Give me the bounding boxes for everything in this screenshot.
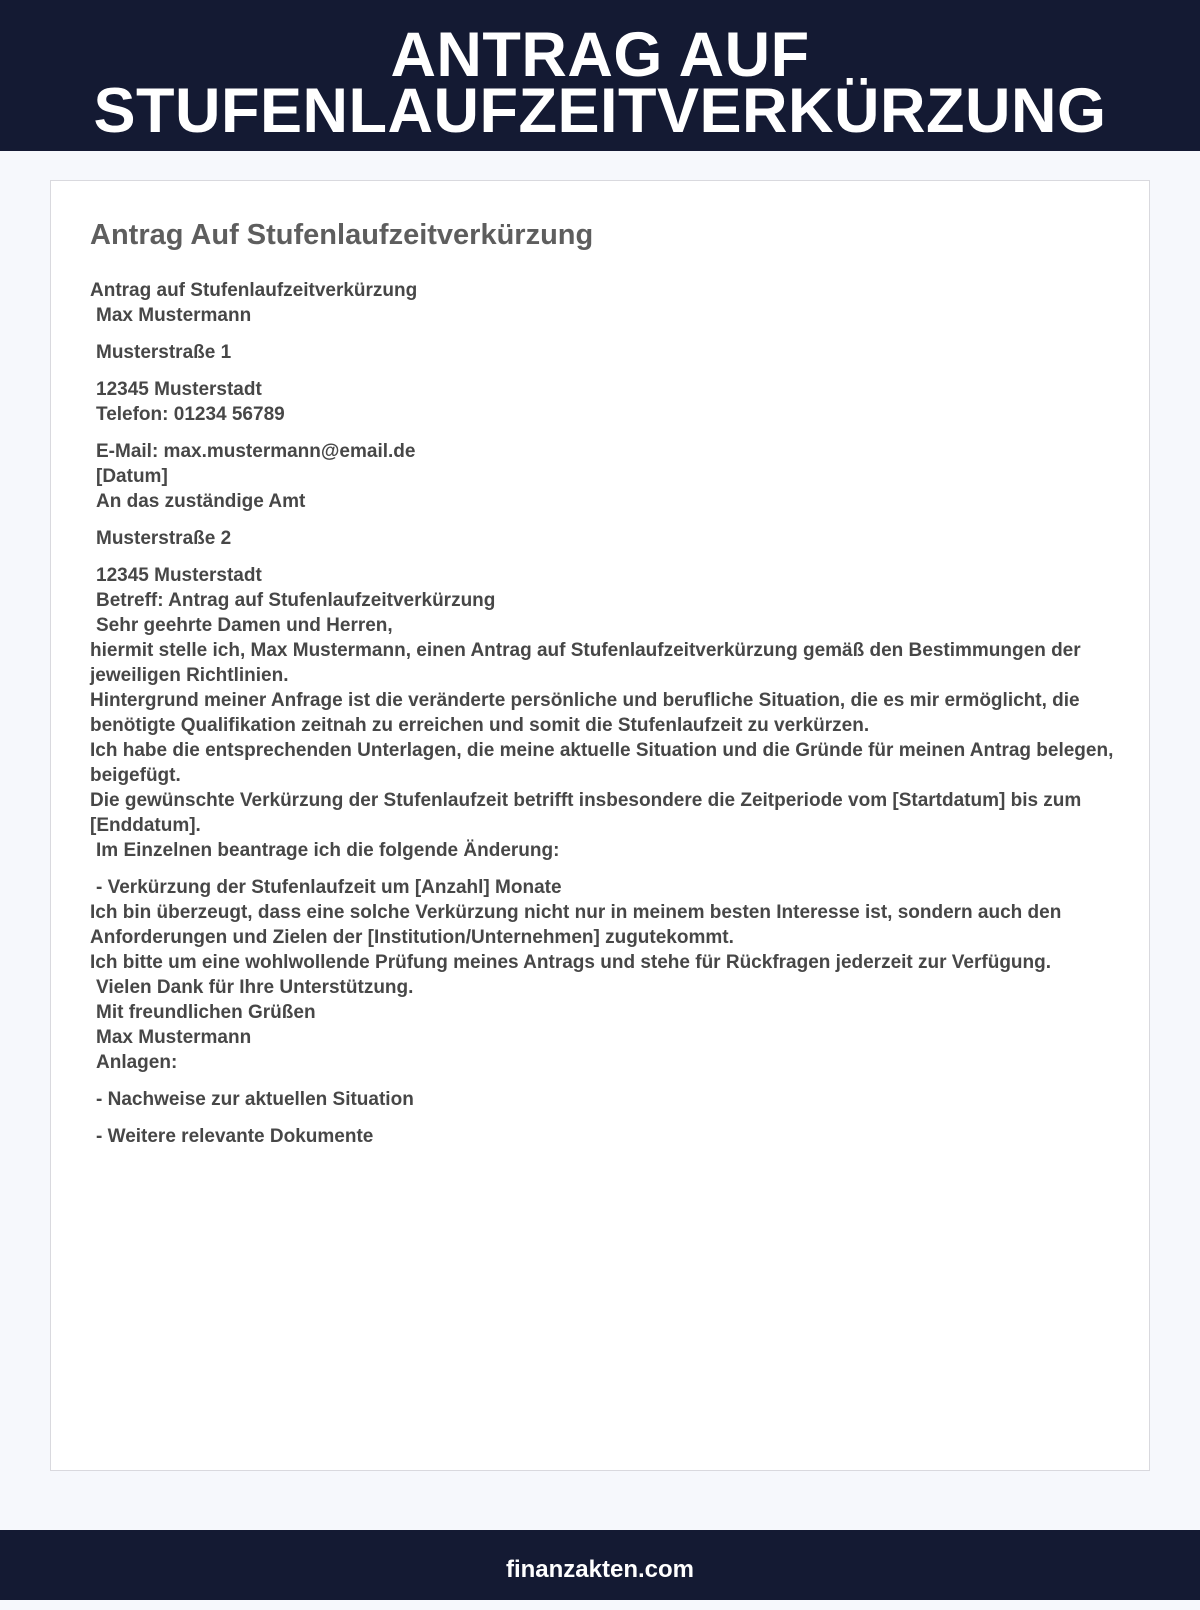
document-card	[50, 180, 1150, 1471]
sender-street: Musterstraße 1	[96, 342, 232, 363]
sender-phone: Telefon: 01234 56789	[96, 404, 285, 425]
thanks-line: Vielen Dank für Ihre Unterstützung.	[96, 977, 414, 998]
header-title-line1: ANTRAG AUF	[390, 20, 810, 90]
letter-body	[90, 278, 1120, 1149]
sender-email: E-Mail: max.mustermann@email.de	[96, 441, 416, 462]
request-intro: Im Einzelnen beantrage ich die folgende Änderung:	[96, 840, 560, 861]
closing-line: Mit freundlichen Grüßen	[96, 1002, 316, 1023]
letter-heading: Antrag auf Stufenlaufzeitverkürzung	[90, 280, 418, 301]
header-title	[0, 20, 1200, 146]
footer-site-name: finanzakten.com	[505, 1556, 695, 1583]
paragraph-2: Hintergrund meiner Anfrage ist die veränderte persönliche und berufliche Situation, die es mir ermöglicht, die benötigte Qualifikation zeitnah zu erreichen und somit die Stufenlaufzeit zu verkürzen.	[90, 690, 1080, 736]
salutation: Sehr geehrte Damen und Herren,	[96, 615, 393, 636]
request-item: - Verkürzung der Stufenlaufzeit um [Anzahl] Monate	[96, 877, 562, 898]
sender-name: Max Mustermann	[96, 305, 252, 326]
attachments-label: Anlagen:	[96, 1052, 178, 1073]
recipient-city: 12345 Musterstadt	[96, 565, 262, 586]
paragraph-5: Ich bin überzeugt, dass eine solche Verkürzung nicht nur in meinem besten Interesse ist, sondern auch den Anforderungen und Zielen der [Institution/Unternehmen] zugutekommt.	[90, 902, 1062, 948]
attachment-item: - Nachweise zur aktuellen Situation	[96, 1089, 414, 1110]
paragraph-1: hiermit stelle ich, Max Mustermann, einen Antrag auf Stufenlaufzeitverkürzung gemäß den Bestimmungen der jeweiligen Richtlinien.	[90, 640, 1081, 686]
page-footer	[0, 1530, 1200, 1600]
document-title: Antrag Auf Stufenlaufzeitverkürzung	[90, 219, 594, 251]
page-header	[0, 0, 1200, 151]
signature-name: Max Mustermann	[96, 1027, 252, 1048]
paragraph-4: Die gewünschte Verkürzung der Stufenlaufzeit betrifft insbesondere die Zeitperiode vom [Startdatum] bis zum [Enddatum].	[90, 790, 1082, 836]
paragraph-3: Ich habe die entsprechenden Unterlagen, die meine aktuelle Situation und die Gründe für meinen Antrag belegen, beigefügt.	[90, 740, 1114, 786]
header-title-line2: STUFENLAUFZEITVERKÜRZUNG	[93, 76, 1107, 146]
letter-date: [Datum]	[96, 466, 168, 487]
subject-line: Betreff: Antrag auf Stufenlaufzeitverkürzung	[96, 590, 496, 611]
recipient-street: Musterstraße 2	[96, 528, 232, 549]
attachment-item: - Weitere relevante Dokumente	[96, 1126, 374, 1147]
paragraph-6: Ich bitte um eine wohlwollende Prüfung meines Antrags und stehe für Rückfragen jederzeit zur Verfügung.	[90, 952, 1052, 973]
sender-city: 12345 Musterstadt	[96, 379, 262, 400]
recipient: An das zuständige Amt	[96, 491, 306, 512]
